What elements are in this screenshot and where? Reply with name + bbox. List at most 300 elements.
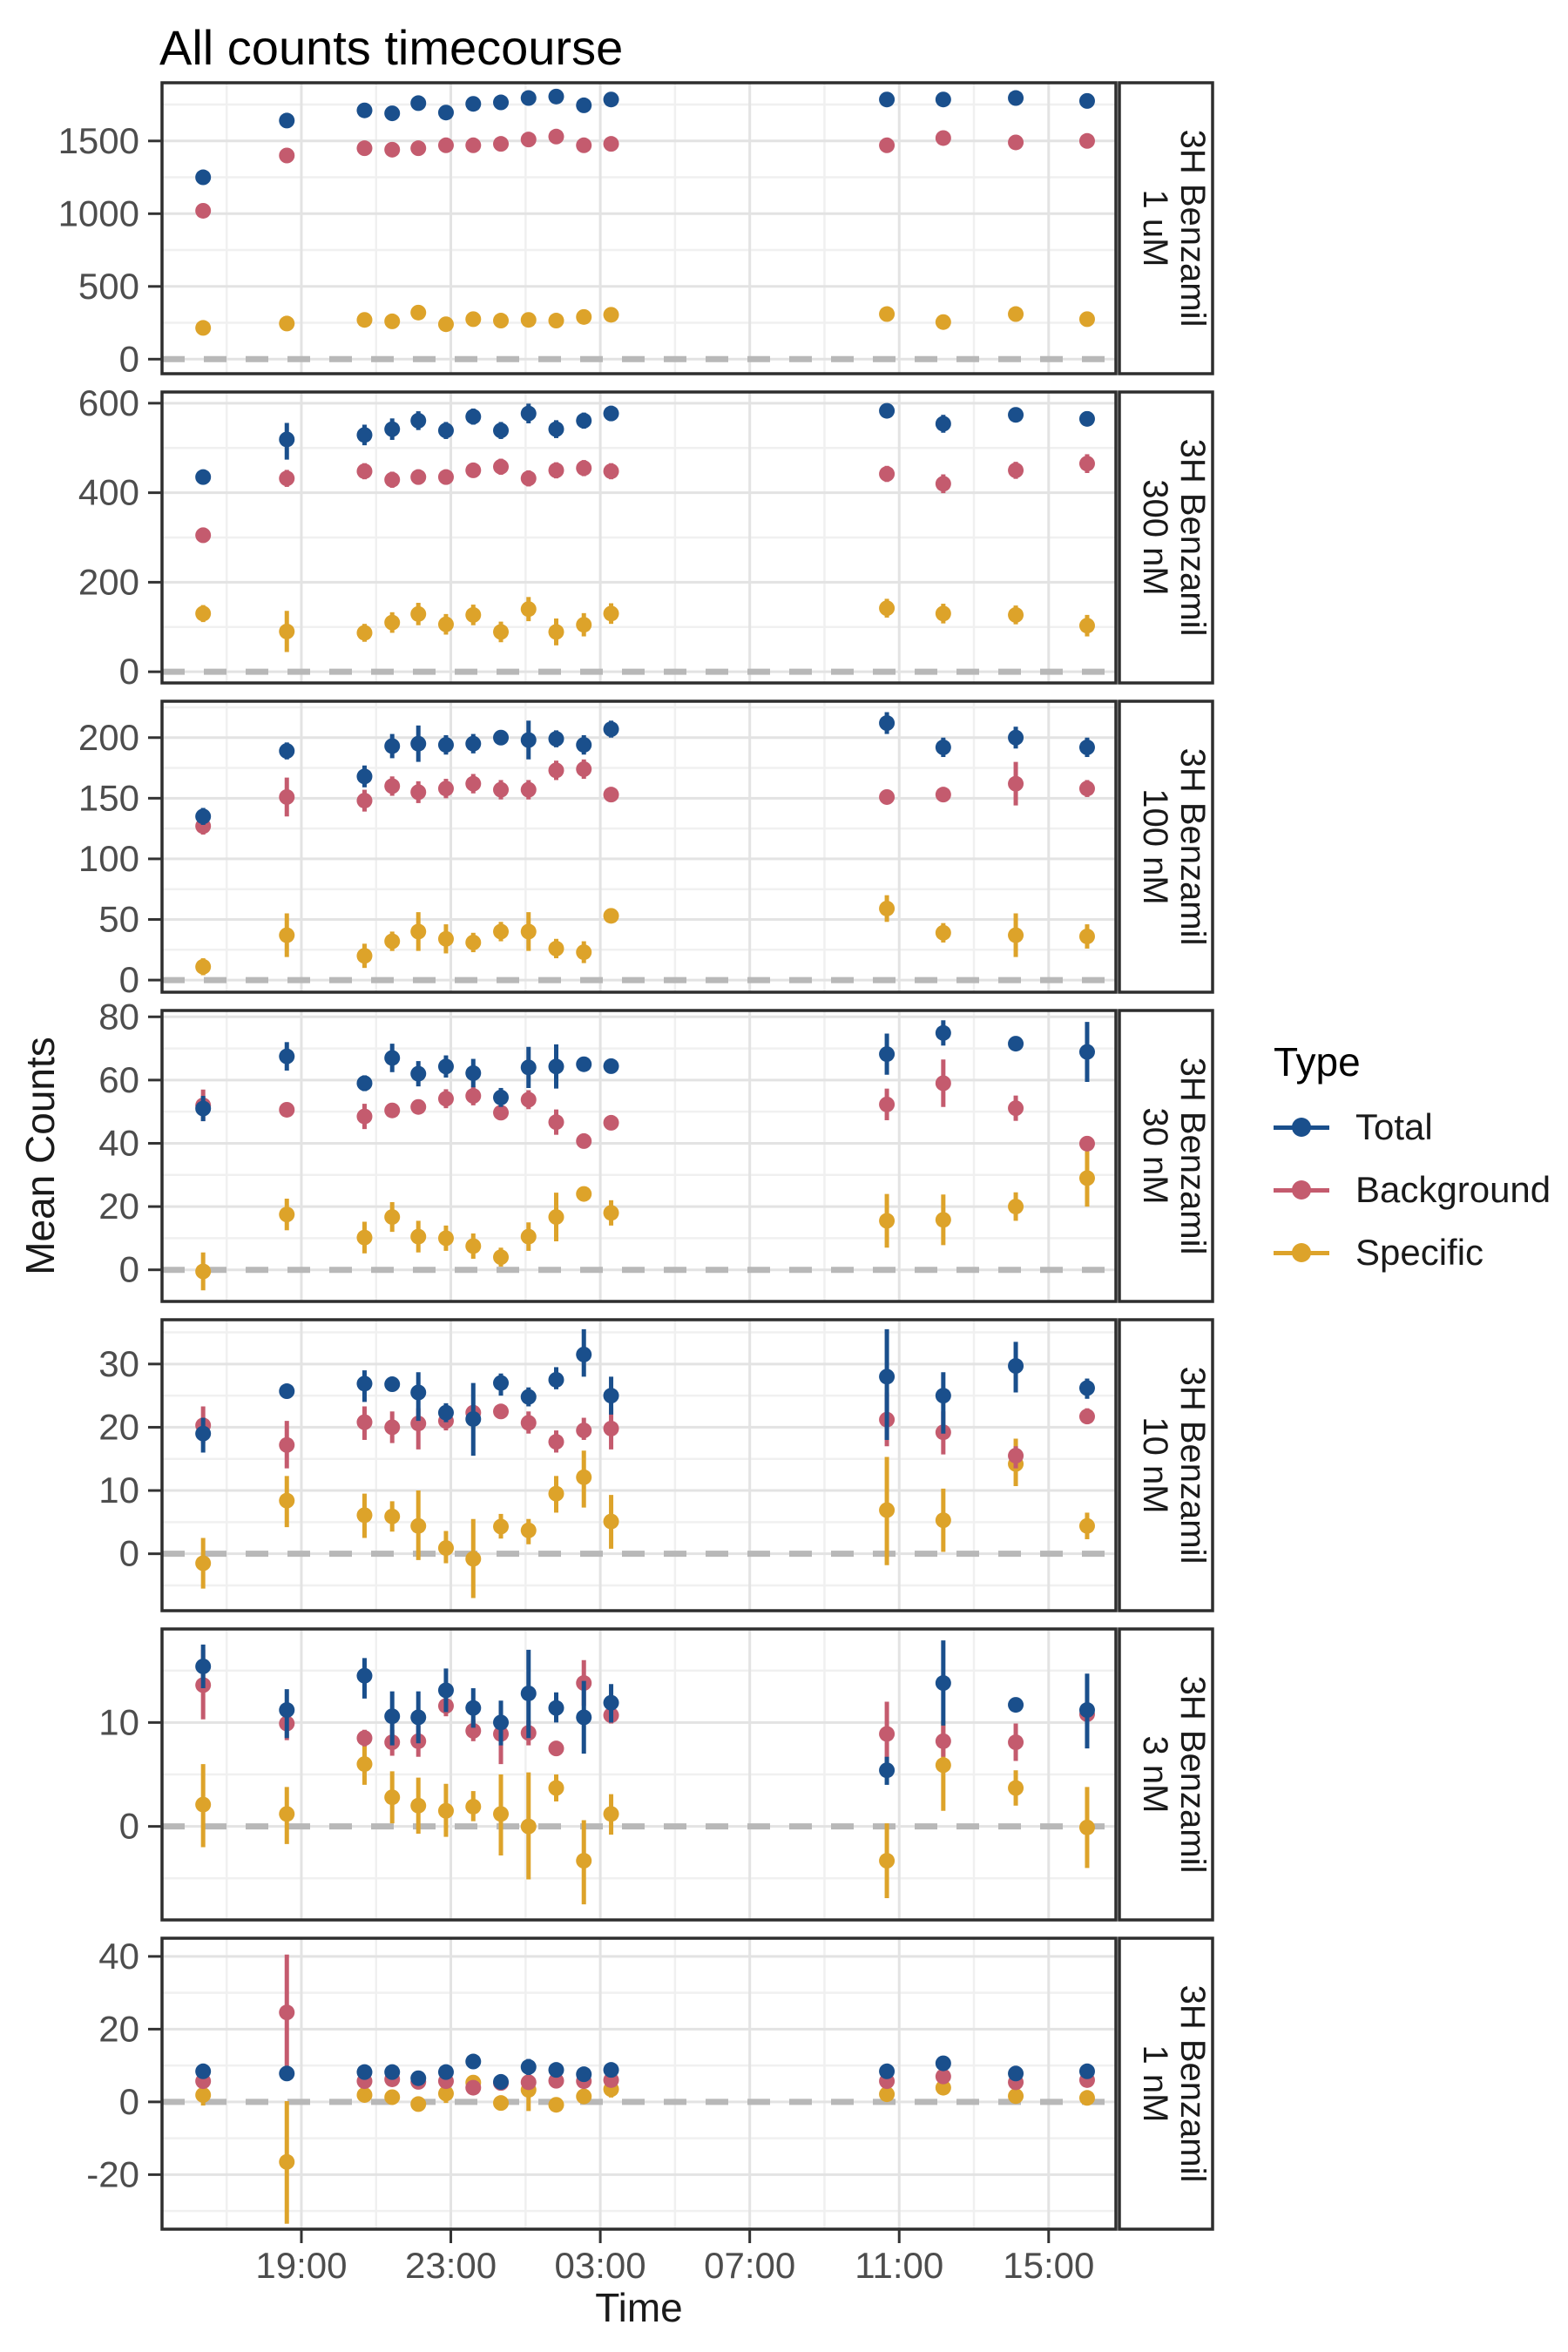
point-specific <box>384 615 400 631</box>
point-background <box>493 1403 509 1419</box>
point-background <box>604 136 619 152</box>
point-total <box>195 1101 211 1117</box>
point-background <box>1008 776 1024 792</box>
point-total <box>356 427 372 443</box>
point-specific <box>576 1186 591 1202</box>
point-specific <box>465 607 481 623</box>
point-background <box>548 463 564 478</box>
y-tick-label: -20 <box>86 2153 139 2195</box>
strip-conc-label: 10 nM <box>1136 1416 1174 1514</box>
point-total <box>936 91 951 107</box>
point-total <box>1079 1380 1095 1396</box>
point-total <box>384 1708 400 1724</box>
point-specific <box>438 1540 454 1556</box>
point-total <box>548 89 564 105</box>
legend-label-specific: Specific <box>1355 1232 1484 1273</box>
chart-title: All counts timecourse <box>159 20 624 75</box>
point-background <box>1008 1100 1024 1116</box>
point-total <box>1079 1044 1095 1060</box>
x-axis-title: Time <box>595 2285 683 2330</box>
point-total <box>279 112 294 128</box>
point-background <box>465 463 481 478</box>
point-total <box>521 2059 537 2075</box>
point-specific <box>521 601 537 617</box>
y-tick-label: 50 <box>98 898 139 940</box>
point-total <box>493 1375 509 1391</box>
point-specific <box>465 1238 481 1254</box>
point-total <box>438 737 454 753</box>
point-total <box>521 1059 537 1075</box>
point-background <box>493 782 509 798</box>
point-specific <box>465 311 481 327</box>
strip-conc-label: 1 nM <box>1136 2044 1174 2123</box>
point-total <box>438 1682 454 1698</box>
point-total <box>493 95 509 111</box>
point-background <box>521 1092 537 1107</box>
point-specific <box>493 1249 509 1265</box>
point-total <box>604 91 619 107</box>
point-total <box>936 1388 951 1403</box>
point-total <box>1008 91 1024 106</box>
point-specific <box>195 2087 211 2103</box>
point-total <box>521 91 537 106</box>
point-background <box>879 138 895 153</box>
legend-item-total <box>1274 1108 1551 1146</box>
point-specific <box>548 624 564 639</box>
x-tick-label: 07:00 <box>704 2245 796 2286</box>
point-specific <box>1079 618 1095 633</box>
point-specific <box>1008 2088 1024 2104</box>
point-specific <box>493 1518 509 1534</box>
point-total <box>936 416 951 431</box>
point-specific <box>521 312 537 328</box>
point-total <box>410 2071 426 2086</box>
point-total <box>604 721 619 737</box>
point-specific <box>1008 1199 1024 1214</box>
point-specific <box>438 617 454 632</box>
point-total <box>356 768 372 784</box>
point-total <box>465 409 481 424</box>
y-tick-label: 200 <box>78 561 139 603</box>
point-total <box>465 736 481 752</box>
point-background <box>465 776 481 792</box>
point-background <box>548 129 564 145</box>
point-specific <box>465 935 481 950</box>
point-specific <box>879 307 895 322</box>
point-total <box>493 730 509 746</box>
point-background <box>195 527 211 543</box>
y-tick-label: 600 <box>78 382 139 423</box>
strip-conc-label: 30 nM <box>1136 1107 1174 1205</box>
point-specific <box>384 1509 400 1524</box>
point-background <box>879 466 895 482</box>
point-specific <box>1079 2090 1095 2105</box>
point-background <box>604 1421 619 1436</box>
point-specific <box>1008 928 1024 943</box>
point-specific <box>1008 307 1024 322</box>
point-total <box>195 470 211 485</box>
point-specific <box>279 928 294 943</box>
point-specific <box>548 941 564 956</box>
point-specific <box>410 305 426 321</box>
point-background <box>604 463 619 479</box>
point-total <box>195 808 211 824</box>
point-specific <box>410 1518 426 1534</box>
point-total <box>384 105 400 121</box>
point-specific <box>604 908 619 923</box>
x-tick-label: 11:00 <box>855 2245 944 2286</box>
point-total <box>548 1372 564 1388</box>
point-specific <box>279 1806 294 1821</box>
point-background <box>384 472 400 488</box>
point-background <box>279 2004 294 2020</box>
strip-tracer-label: 3H Benzamil <box>1173 1984 1212 2183</box>
point-total <box>576 413 591 429</box>
point-background <box>279 789 294 805</box>
y-tick-label: 60 <box>98 1058 139 1100</box>
point-specific <box>493 313 509 328</box>
point-specific <box>384 314 400 329</box>
point-total <box>1008 2065 1024 2081</box>
y-tick-label: 40 <box>98 1122 139 1164</box>
point-specific <box>576 309 591 325</box>
point-total <box>576 98 591 113</box>
point-total <box>576 1709 591 1725</box>
point-background <box>521 132 537 147</box>
point-total <box>493 2074 509 2090</box>
point-total <box>936 2056 951 2072</box>
point-specific <box>521 1523 537 1538</box>
point-background <box>356 1730 372 1746</box>
point-background <box>936 1076 951 1092</box>
point-total <box>576 1347 591 1362</box>
point-background <box>1008 1734 1024 1750</box>
point-specific <box>604 1806 619 1821</box>
point-total <box>465 1065 481 1081</box>
point-background <box>936 476 951 491</box>
point-total <box>465 1700 481 1716</box>
point-total <box>576 737 591 753</box>
point-specific <box>548 2097 564 2112</box>
point-specific <box>576 1853 591 1869</box>
point-total <box>1008 407 1024 422</box>
point-total <box>1008 730 1024 746</box>
point-total <box>438 105 454 120</box>
point-total <box>521 733 537 748</box>
point-specific <box>438 931 454 947</box>
point-specific <box>879 600 895 616</box>
point-total <box>604 1695 619 1711</box>
point-background <box>1079 1409 1095 1424</box>
point-total <box>1079 2064 1095 2079</box>
x-tick-label: 19:00 <box>255 2245 348 2286</box>
point-specific <box>356 1756 372 1772</box>
strip-conc-label: 100 nM <box>1136 788 1174 905</box>
point-specific <box>936 605 951 621</box>
point-background <box>384 142 400 158</box>
point-specific <box>1079 1518 1095 1534</box>
point-background <box>1008 134 1024 150</box>
point-total <box>1079 1702 1095 1718</box>
point-total <box>548 2062 564 2078</box>
y-tick-label: 30 <box>98 1342 139 1384</box>
point-background <box>410 784 426 800</box>
point-specific <box>1008 1781 1024 1796</box>
legend-key-specific-icon <box>1274 1233 1329 1272</box>
point-specific <box>356 1507 372 1523</box>
point-total <box>410 413 426 429</box>
point-total <box>279 1049 294 1064</box>
point-specific <box>1079 929 1095 944</box>
point-background <box>604 1115 619 1131</box>
legend-label-total: Total <box>1355 1106 1433 1147</box>
point-total <box>384 2065 400 2080</box>
panel-bg <box>162 701 1116 992</box>
point-specific <box>604 307 619 322</box>
y-tick-label: 1500 <box>57 119 139 161</box>
point-background <box>279 470 294 486</box>
point-total <box>936 1025 951 1041</box>
point-background <box>1079 456 1095 471</box>
y-tick-label: 40 <box>98 1935 139 1977</box>
point-specific <box>936 1512 951 1528</box>
point-specific <box>548 313 564 328</box>
point-total <box>879 91 895 107</box>
point-background <box>465 138 481 153</box>
point-total <box>279 743 294 759</box>
point-background <box>576 460 591 476</box>
point-total <box>879 2064 895 2079</box>
point-total <box>1079 93 1095 109</box>
point-total <box>548 731 564 747</box>
point-background <box>548 1434 564 1450</box>
point-background <box>438 781 454 796</box>
point-specific <box>1079 1820 1095 1835</box>
point-background <box>493 459 509 475</box>
point-total <box>356 1076 372 1092</box>
legend-label-background: Background <box>1355 1169 1551 1210</box>
y-tick-label: 0 <box>118 1532 139 1574</box>
point-total <box>438 1058 454 1074</box>
point-total <box>879 1046 895 1062</box>
point-background <box>356 793 372 808</box>
point-specific <box>410 606 426 622</box>
point-background <box>279 1102 294 1118</box>
strip-tracer-label: 3H Benzamil <box>1173 438 1212 637</box>
point-specific <box>879 901 895 916</box>
strip-tracer-label: 3H Benzamil <box>1173 129 1212 328</box>
y-tick-label: 400 <box>78 471 139 513</box>
point-specific <box>279 2154 294 2170</box>
y-tick-label: 1000 <box>57 193 139 234</box>
strip-conc-label: 300 nM <box>1136 479 1174 596</box>
point-background <box>465 2080 481 2096</box>
y-tick-label: 0 <box>118 338 139 380</box>
point-total <box>493 1090 509 1105</box>
point-total <box>384 422 400 437</box>
y-tick-label: 100 <box>78 837 139 879</box>
point-specific <box>493 923 509 939</box>
point-background <box>465 1088 481 1104</box>
point-specific <box>521 1229 537 1245</box>
point-total <box>279 1383 294 1399</box>
strip-tracer-label: 3H Benzamil <box>1173 1057 1212 1255</box>
point-specific <box>195 1556 211 1571</box>
point-total <box>384 1050 400 1065</box>
point-specific <box>548 1209 564 1225</box>
point-specific <box>1008 607 1024 623</box>
point-specific <box>521 923 537 939</box>
point-total <box>604 1388 619 1403</box>
point-total <box>279 2065 294 2081</box>
point-background <box>936 1734 951 1749</box>
point-specific <box>936 314 951 330</box>
point-specific <box>410 1229 426 1245</box>
x-tick-label: 15:00 <box>1003 2245 1095 2286</box>
point-total <box>465 1411 481 1427</box>
point-specific <box>936 1212 951 1227</box>
point-specific <box>521 1819 537 1835</box>
legend <box>1274 1038 1551 1296</box>
panel-bg <box>162 1938 1116 2229</box>
point-total <box>521 1389 537 1405</box>
y-tick-label: 200 <box>78 716 139 758</box>
y-tick-label: 20 <box>98 2008 139 2050</box>
point-specific <box>195 320 211 335</box>
point-background <box>384 1103 400 1119</box>
point-background <box>1079 781 1095 796</box>
point-total <box>356 1668 372 1684</box>
point-total <box>879 715 895 731</box>
point-total <box>384 738 400 754</box>
point-background <box>936 130 951 145</box>
point-specific <box>195 959 211 975</box>
point-specific <box>356 625 372 640</box>
point-background <box>384 1419 400 1435</box>
point-total <box>879 1762 895 1778</box>
point-specific <box>195 1797 211 1813</box>
strip-tracer-label: 3H Benzamil <box>1173 1366 1212 1565</box>
point-background <box>438 138 454 153</box>
legend-key-total-icon <box>1274 1108 1329 1146</box>
point-background <box>356 1415 372 1430</box>
point-total <box>356 103 372 118</box>
point-specific <box>879 1213 895 1228</box>
point-total <box>879 1369 895 1384</box>
point-total <box>493 1714 509 1730</box>
point-background <box>356 140 372 156</box>
point-specific <box>576 617 591 632</box>
point-background <box>521 1415 537 1430</box>
point-total <box>521 406 537 422</box>
point-background <box>604 787 619 802</box>
y-tick-label: 0 <box>118 651 139 693</box>
point-background <box>356 1109 372 1125</box>
point-total <box>465 96 481 112</box>
point-specific <box>384 1789 400 1805</box>
y-tick-label: 150 <box>78 777 139 819</box>
point-specific <box>438 1230 454 1246</box>
point-background <box>279 1437 294 1453</box>
y-tick-label: 0 <box>118 959 139 1001</box>
point-background <box>879 1097 895 1112</box>
point-specific <box>195 1264 211 1280</box>
point-total <box>438 2065 454 2080</box>
point-specific <box>604 605 619 621</box>
point-total <box>438 1405 454 1421</box>
legend-title: Type <box>1274 1039 1361 1085</box>
point-background <box>521 2074 537 2090</box>
point-total <box>195 1659 211 1674</box>
panel-bg <box>162 83 1116 374</box>
point-specific <box>936 925 951 941</box>
point-specific <box>879 1853 895 1869</box>
point-total <box>548 1700 564 1716</box>
point-total <box>410 1385 426 1401</box>
point-background <box>493 136 509 152</box>
strip-conc-label: 1 uM <box>1136 189 1174 267</box>
point-total <box>410 95 426 111</box>
point-background <box>576 138 591 153</box>
y-tick-label: 0 <box>118 2080 139 2122</box>
y-tick-label: 0 <box>118 1805 139 1847</box>
point-background <box>521 470 537 486</box>
point-total <box>438 422 454 438</box>
point-specific <box>356 948 372 963</box>
point-background <box>493 1105 509 1120</box>
point-specific <box>548 1486 564 1502</box>
point-background <box>879 1726 895 1741</box>
x-tick-label: 03:00 <box>554 2245 646 2286</box>
point-specific <box>576 944 591 960</box>
point-specific <box>936 1757 951 1773</box>
point-specific <box>279 1493 294 1509</box>
point-total <box>879 403 895 419</box>
legend-key-background-icon <box>1274 1171 1329 1209</box>
point-background <box>548 762 564 778</box>
point-background <box>410 140 426 156</box>
legend-item-background <box>1274 1171 1551 1209</box>
point-total <box>1008 1358 1024 1374</box>
point-background <box>1079 1136 1095 1152</box>
point-background <box>1079 133 1095 149</box>
point-total <box>195 1426 211 1442</box>
point-background <box>521 782 537 798</box>
point-total <box>465 2054 481 2070</box>
point-total <box>384 1376 400 1392</box>
point-background <box>576 1133 591 1149</box>
point-specific <box>410 923 426 939</box>
point-total <box>195 170 211 186</box>
point-specific <box>493 624 509 639</box>
point-background <box>576 1423 591 1438</box>
strip-tracer-label: 3H Benzamil <box>1173 1675 1212 1874</box>
point-total <box>604 406 619 422</box>
point-background <box>410 470 426 485</box>
point-total <box>1008 1697 1024 1713</box>
y-tick-label: 20 <box>98 1406 139 1448</box>
y-tick-label: 20 <box>98 1186 139 1227</box>
point-background <box>1008 1448 1024 1463</box>
y-axis-title: Mean Counts <box>17 1037 63 1275</box>
point-total <box>493 422 509 438</box>
x-tick-label: 23:00 <box>404 2245 497 2286</box>
point-specific <box>1079 1170 1095 1186</box>
point-total <box>604 1058 619 1074</box>
point-background <box>548 1740 564 1756</box>
point-background <box>438 1091 454 1106</box>
strip-tracer-label: 3H Benzamil <box>1173 747 1212 946</box>
